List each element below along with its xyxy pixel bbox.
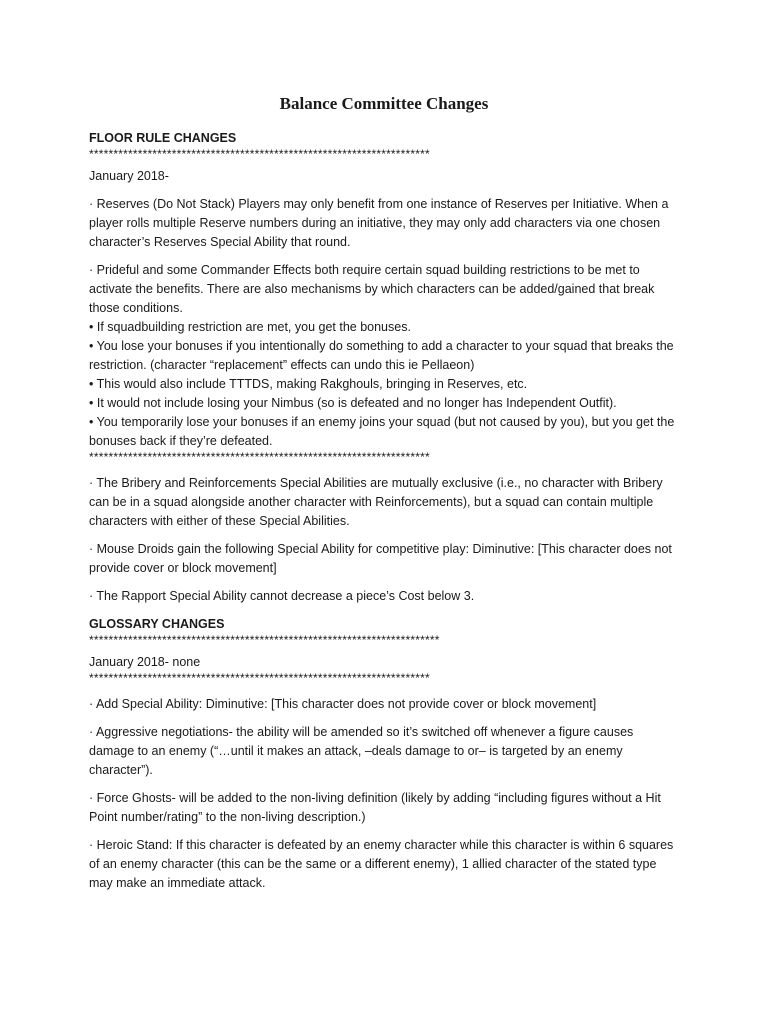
glossary-paragraph-force-ghosts: · Force Ghosts- will be added to the non-living definition (likely by adding “including figures without a Hit Point number/rating” to the non-living description.) [89, 791, 661, 824]
floor-bullet-2: • You lose your bonuses if you intentionally do something to add a character to your squad that breaks the restriction. (character “replacement” effects can undo this ie Pellaeon) [89, 339, 674, 372]
floor-bullet-4: • It would not include losing your Nimbus (so is defeated and no longer has Independent Outfit). [89, 396, 617, 410]
separator-stars: ************************************************************************ [89, 634, 440, 647]
separator-stars: ********************************************************************** [89, 451, 430, 464]
floor-paragraph-prideful: · Prideful and some Commander Effects both require certain squad building restrictions to be met to activate the benefits. There are also mechanisms by which characters can be added/gained that break those conditions. [89, 263, 655, 315]
floor-bullet-1: • If squadbuilding restriction are met, you get the bonuses. [89, 320, 411, 334]
separator-stars: ********************************************************************** [89, 672, 430, 685]
glossary-heading: GLOSSARY CHANGES [89, 617, 225, 631]
separator-stars: ********************************************************************** [89, 148, 430, 161]
floor-rule-heading: FLOOR RULE CHANGES [89, 131, 237, 145]
document-body [89, 93, 679, 893]
glossary-paragraph-heroic-stand: · Heroic Stand: If this character is defeated by an enemy character while this character is within 6 squares of an enemy character (this can be the same or a different enemy), 1 allied character of the stated type may make an immediate attack. [89, 838, 674, 890]
glossary-paragraph-diminutive: · Add Special Ability: Diminutive: [This character does not provide cover or block movement] [89, 697, 597, 711]
floor-paragraph-mouse-droids: · Mouse Droids gain the following Special Ability for competitive play: Diminutive: [This character does not provide cover or block movement] [89, 542, 672, 575]
floor-bullet-5: • You temporarily lose your bonuses if an enemy joins your squad (but not caused by you), but you get the bonuses back if they’re defeated. [89, 415, 675, 448]
document-title: Balance Committee Changes [279, 94, 489, 113]
floor-bullet-3: • This would also include TTTDS, making Rakghouls, bringing in Reserves, etc. [89, 377, 528, 391]
floor-date: January 2018- [89, 169, 169, 183]
floor-paragraph-bribery: · The Bribery and Reinforcements Special Abilities are mutually exclusive (i.e., no character with Bribery can be in a squad alongside another character with Reinforcements), but a squad can contain multiple characters with either of these Special Abilities. [89, 476, 663, 528]
floor-paragraph-reserves: · Reserves (Do Not Stack) Players may only benefit from one instance of Reserves per Initiative. When a player rolls multiple Reserve numbers during an initiative, they may only add characters via one chosen character’s Reserves Special Ability that round. [89, 197, 669, 249]
glossary-date: January 2018- none [89, 655, 201, 669]
floor-paragraph-rapport: · The Rapport Special Ability cannot decrease a piece’s Cost below 3. [89, 589, 475, 603]
glossary-paragraph-aggressive: · Aggressive negotiations- the ability will be amended so it’s switched off whenever a figure causes damage to an enemy (“…until it makes an attack, –deals damage to or– is targeted by an enemy character”). [89, 725, 634, 777]
